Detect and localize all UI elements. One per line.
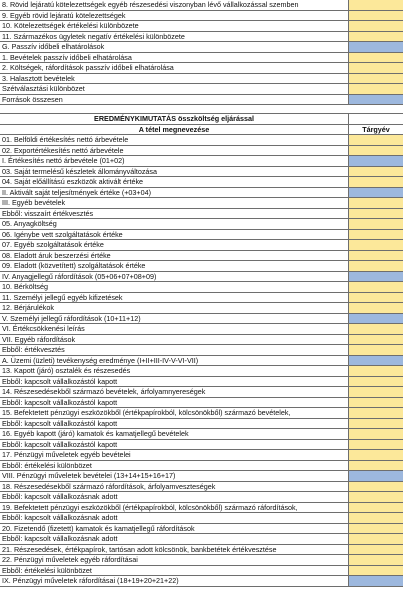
table-row (0, 198, 403, 209)
table-row (0, 419, 403, 430)
value-cell[interactable] (349, 251, 403, 261)
table-row (0, 440, 403, 451)
table-row (0, 314, 403, 325)
table-row (0, 534, 403, 545)
row-label: V. Személyi jellegű ráfordítások (10+11+12) (0, 314, 349, 324)
value-cell[interactable] (349, 387, 403, 397)
table-row (0, 219, 403, 230)
table-row (0, 545, 403, 556)
value-cell[interactable] (349, 198, 403, 208)
value-cell[interactable] (349, 146, 403, 156)
row-label: 11. Személyi jellegű egyéb kifizetések (0, 293, 349, 303)
value-cell[interactable] (349, 576, 403, 586)
table-row (0, 387, 403, 398)
row-label: Ebből: kapcsolt vállalkozásnak adott (0, 492, 349, 502)
value-cell[interactable] (349, 450, 403, 460)
row-label: 22. Pénzügyi műveletek egyéb ráfordításai (0, 555, 349, 565)
row-label: 13. Kapott (járó) osztalék és részesedés (0, 366, 349, 376)
row-label: IV. Anyagjellegű ráfordítások (05+06+07+08+09) (0, 272, 349, 282)
table-row (0, 482, 403, 493)
value-cell[interactable] (349, 53, 403, 63)
table-row (0, 293, 403, 304)
row-label: Ebből: kapcsolt vállalkozástól kapott (0, 398, 349, 408)
value-cell[interactable] (349, 492, 403, 502)
table-row (0, 21, 403, 32)
table-row (0, 303, 403, 314)
table-row (0, 366, 403, 377)
value-cell[interactable] (349, 440, 403, 450)
table-row (0, 135, 403, 146)
row-label: 2. Költségek, ráfordítások passzív időbeli elhatárolása (0, 63, 349, 73)
row-label: 11. Származékos ügyletek negatív értékelési különbözete (0, 32, 349, 42)
row-label: VIII. Pénzügyi műveletek bevételei (13+14+15+16+17) (0, 471, 349, 481)
value-cell[interactable] (349, 84, 403, 94)
table-row (0, 177, 403, 188)
row-label: III. Egyéb bevételek (0, 198, 349, 208)
row-label: 12. Bérjárulékok (0, 303, 349, 313)
row-label: Ebből: kapcsolt vállalkozástól kapott (0, 419, 349, 429)
table-row (0, 63, 403, 74)
value-cell[interactable] (349, 261, 403, 271)
value-cell[interactable] (349, 11, 403, 21)
table-row (0, 272, 403, 283)
value-cell[interactable] (349, 429, 403, 439)
value-cell[interactable] (349, 219, 403, 229)
table-row (0, 188, 403, 199)
value-cell[interactable] (349, 282, 403, 292)
value-cell[interactable] (349, 230, 403, 240)
value-cell[interactable] (349, 503, 403, 513)
table-row (0, 261, 403, 272)
row-label: 02. Exportértékesítés nettó árbevétele (0, 146, 349, 156)
table-row (0, 0, 403, 11)
table-row (0, 84, 403, 95)
table-row (0, 429, 403, 440)
value-cell[interactable] (349, 482, 403, 492)
income-statement-title: EREDMÉNYKIMUTATÁS összköltség eljárással (0, 114, 349, 124)
table-row (0, 230, 403, 241)
value-cell[interactable] (349, 42, 403, 52)
value-cell[interactable] (349, 32, 403, 42)
row-label: A. Üzemi (üzleti) tevékenység eredménye (I+II+III-IV-V-VI-VII) (0, 356, 349, 366)
row-label: IX. Pénzügyi műveletek ráfordításai (18+19+20+21+22) (0, 576, 349, 586)
row-label: Ebből: kapcsolt vállalkozásnak adott (0, 534, 349, 544)
income-statement-title-row (0, 114, 403, 125)
value-cell[interactable] (349, 74, 403, 84)
income-statement-rows (0, 135, 403, 587)
row-label: 1. Bevételek passzív időbeli elhatárolása (0, 53, 349, 63)
value-cell[interactable] (349, 555, 403, 565)
row-label: 17. Pénzügyi műveletek egyéb bevételei (0, 450, 349, 460)
table-row (0, 95, 403, 106)
table-row (0, 450, 403, 461)
row-label: 18. Részesedésekből származó ráfordítások, árfolyamveszteségek (0, 482, 349, 492)
row-label: Ebből: értékvesztés (0, 345, 349, 355)
table-row (0, 566, 403, 577)
row-label: Ebből: kapcsolt vállalkozástól kapott (0, 377, 349, 387)
value-cell[interactable] (349, 419, 403, 429)
row-label: 14. Részesedésekből származó bevételek, árfolyamnyereségek (0, 387, 349, 397)
row-label: 03. Saját termelésű készletek állományváltozása (0, 167, 349, 177)
value-cell[interactable] (349, 240, 403, 250)
table-row (0, 251, 403, 262)
row-label: 07. Egyéb szolgáltatások értéke (0, 240, 349, 250)
row-label: II. Aktivált saját teljesítmények értéke (+03+04) (0, 188, 349, 198)
value-cell[interactable] (349, 314, 403, 324)
value-cell[interactable] (349, 63, 403, 73)
row-label: 8. Rövid lejáratú kötelezettségek egyéb részesedési viszonyban lévő vállalkozással szemben (0, 0, 349, 10)
value-cell[interactable] (349, 366, 403, 376)
table-row (0, 408, 403, 419)
value-cell[interactable] (349, 524, 403, 534)
table-row (0, 524, 403, 535)
row-label: Szétválasztási különbözet (0, 84, 349, 94)
table-row (0, 503, 403, 514)
row-label: 16. Egyéb kapott (járó) kamatok és kamatjellegű bevételek (0, 429, 349, 439)
value-cell[interactable] (349, 324, 403, 334)
row-label: I. Értékesítés nettó árbevétele (01+02) (0, 156, 349, 166)
row-label: 05. Anyagköltség (0, 219, 349, 229)
row-label: 01. Belföldi értékesítés nettó árbevétele (0, 135, 349, 145)
value-cell[interactable] (349, 21, 403, 31)
table-row (0, 356, 403, 367)
value-cell[interactable] (349, 345, 403, 355)
value-cell[interactable] (349, 156, 403, 166)
table-row (0, 345, 403, 356)
row-label: 3. Halasztott bevételek (0, 74, 349, 84)
row-label: 10. Kötelezettségek értékelési különbözete (0, 21, 349, 31)
value-cell[interactable] (349, 377, 403, 387)
column-header-item: A tétel megnevezése (0, 125, 349, 135)
row-label: 10. Bérköltség (0, 282, 349, 292)
table-row (0, 240, 403, 251)
value-cell[interactable] (349, 356, 403, 366)
value-cell[interactable] (349, 335, 403, 345)
section-gap (0, 105, 403, 114)
table-row (0, 398, 403, 409)
table-row (0, 377, 403, 388)
income-statement-column-header-row (0, 125, 403, 136)
table-row (0, 32, 403, 43)
balance-sheet-liabilities-section (0, 0, 403, 105)
column-header-current-year: Tárgyév (362, 124, 390, 134)
table-row (0, 282, 403, 293)
value-cell[interactable] (349, 209, 403, 219)
table-row (0, 335, 403, 346)
row-label: 21. Részesedések, értékpapírok, tartósan adott kölcsönök, bankbetétek értékvesztése (0, 545, 349, 555)
value-cell[interactable] (349, 408, 403, 418)
table-row (0, 11, 403, 22)
table-row (0, 492, 403, 503)
value-cell[interactable] (349, 566, 403, 576)
value-cell[interactable] (349, 135, 403, 145)
value-cell[interactable] (349, 177, 403, 187)
row-label: Ebből: értékelési különbözet (0, 461, 349, 471)
row-label: 19. Befektetett pénzügyi eszközökből (értékpapírokból, kölcsönökből) származó ráfordítások, (0, 503, 349, 513)
row-label: 15. Befektetett pénzügyi eszközökből (értékpapírokból, kölcsönökből) származó bevételek, (0, 408, 349, 418)
table-row (0, 146, 403, 157)
table-row (0, 74, 403, 85)
table-row (0, 209, 403, 220)
row-label: G. Passzív időbeli elhatárolások (0, 42, 349, 52)
value-cell[interactable] (349, 0, 403, 10)
value-cell[interactable] (349, 272, 403, 282)
value-cell[interactable] (349, 534, 403, 544)
row-label: 20. Fizetendő (fizetett) kamatok és kamatjellegű ráfordítások (0, 524, 349, 534)
value-cell[interactable] (349, 545, 403, 555)
row-label: Források összesen (0, 95, 349, 105)
table-row (0, 53, 403, 64)
row-label: 06. Igénybe vett szolgáltatások értéke (0, 230, 349, 240)
row-label: 04. Saját előállítású eszközök aktivált értéke (0, 177, 349, 187)
value-cell[interactable] (349, 513, 403, 523)
row-label: Ebből: visszaírt értékvesztés (0, 209, 349, 219)
value-cell[interactable] (349, 303, 403, 313)
value-cell[interactable] (349, 471, 403, 481)
table-row (0, 42, 403, 53)
table-row (0, 555, 403, 566)
row-label: Ebből: értékelési különbözet (0, 566, 349, 576)
row-label: 9. Egyéb rövid lejáratú kötelezettségek (0, 11, 349, 21)
table-row (0, 576, 403, 587)
table-row (0, 167, 403, 178)
row-label: Ebből: kapcsolt vállalkozásnak adott (0, 513, 349, 523)
table-row (0, 324, 403, 335)
table-row (0, 461, 403, 472)
row-label: Ebből: kapcsolt vállalkozástól kapott (0, 440, 349, 450)
value-cell[interactable] (349, 167, 403, 177)
row-label: VI. Értékcsökkenési leírás (0, 324, 349, 334)
row-label: 09. Eladott (közvetített) szolgáltatások értéke (0, 261, 349, 271)
value-cell[interactable] (349, 398, 403, 408)
table-row (0, 471, 403, 482)
value-cell[interactable] (349, 461, 403, 471)
value-cell[interactable] (349, 293, 403, 303)
table-row (0, 156, 403, 167)
value-cell[interactable] (349, 95, 403, 105)
row-label: VII. Egyéb ráfordítások (0, 335, 349, 345)
table-row (0, 513, 403, 524)
row-label: 08. Eladott áruk beszerzési értéke (0, 251, 349, 261)
value-cell[interactable] (349, 188, 403, 198)
